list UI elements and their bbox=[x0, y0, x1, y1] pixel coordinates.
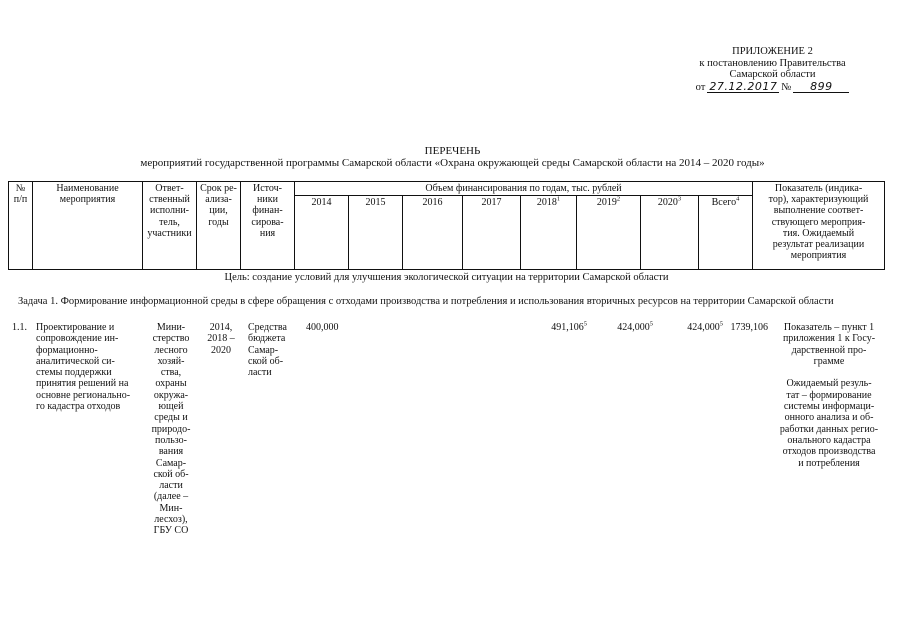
footnote-mark: 1 bbox=[556, 195, 561, 203]
row-number: 1.1. bbox=[12, 322, 27, 333]
number-prefix: № bbox=[781, 81, 792, 93]
footnote-mark: 5 bbox=[719, 320, 723, 328]
appendix-title: ПРИЛОЖЕНИЕ 2 bbox=[732, 46, 813, 57]
header-funding: Объем финансирования по годам, тыс. рублей bbox=[295, 182, 753, 196]
appendix-decree-line: к постановлению Правительства bbox=[699, 57, 846, 69]
header-total: Всего$^4$ bbox=[699, 196, 753, 270]
header-term: Срок ре- ализа- ции, годы bbox=[197, 182, 241, 270]
decree-number: 899 bbox=[793, 81, 849, 94]
header-responsible: Ответ- ственный исполни- тель, участники bbox=[143, 182, 197, 270]
header-source: Источ- ники финан- сирова- ния bbox=[241, 182, 295, 270]
decree-date: 27.12.2017 bbox=[709, 79, 778, 93]
funding-table-header bbox=[8, 181, 885, 270]
row-value-2020: 424,000$^5$ bbox=[687, 320, 723, 333]
row-funding-source: Средства бюджета Самар- ской об- ласти bbox=[248, 322, 287, 379]
header-year-2020: 2020$^3$ bbox=[641, 196, 699, 270]
title-heading: ПЕРЕЧЕНЬ bbox=[424, 145, 481, 157]
row-value-2014: 400,000 bbox=[306, 322, 339, 333]
appendix-date-line bbox=[660, 81, 885, 94]
header-year-2016: 2016 bbox=[403, 196, 463, 270]
date-prefix: от bbox=[695, 81, 706, 93]
footnote-mark: 5 bbox=[649, 320, 653, 328]
footnote-mark: 5 bbox=[583, 320, 587, 328]
header-year-2014: 2014 bbox=[295, 196, 349, 270]
footnote-mark: 2 bbox=[616, 195, 621, 203]
footnote-mark: 3 bbox=[677, 195, 682, 203]
footnote-mark: 4 bbox=[736, 195, 740, 203]
row-term: 2014, 2018 – 2020 bbox=[207, 322, 235, 356]
header-name: Наименование мероприятия bbox=[33, 182, 143, 270]
task-line: Задача 1. Формирование информационной среды в сфере обращения с отходами производства и потребления и использования вторичных ресурсов на территории Самарской области bbox=[18, 296, 834, 307]
row-value-total: 1739,106 bbox=[730, 322, 768, 333]
appendix-block bbox=[660, 46, 885, 93]
row-value-2019: 424,000$^5$ bbox=[617, 320, 653, 333]
row-activity-name: Проектирование и сопровождение ин- формационно- аналитической си- стемы поддержки принятия решений на основне регионально- го кадастра отходов bbox=[36, 322, 131, 413]
title-subheading: мероприятий государственной программы Самарской области «Охрана окружающей среды Самарской области на 2014 – 2020 годы» bbox=[140, 157, 765, 169]
header-num: № п/п bbox=[9, 182, 33, 270]
header-year-2019: 2019$^2$ bbox=[577, 196, 641, 270]
row-responsible: Мини- стерство лесного хозяй- ства, охраны окружа- ющей среды и природо- пользо- вания Самар- ской об- ласти (далее – Мин- лесхоз), ГБУ СО bbox=[151, 322, 191, 537]
row-value-2018: 491,106$^5$ bbox=[551, 320, 587, 333]
goal-line: Цель: создание условий для улучшения экологической ситуации на территории Самарской области bbox=[224, 272, 669, 283]
row-indicator: Показатель – пункт 1 приложения 1 к Госу- дарственной про- грамме Ожидаемый резуль- тат – формирование системы информаци- онного анализа и об- работки данных регио- онального кадастра отходов производства и потребления bbox=[779, 322, 879, 469]
header-year-2018: 2018$^1$ bbox=[521, 196, 577, 270]
header-indicator: Показатель (индика- тор), характеризующий выполнение соответ- ствующего мероприя- тия. Ожидаемый результат реализации мероприятия bbox=[753, 182, 885, 270]
header-year-2017: 2017 bbox=[463, 196, 521, 270]
appendix-region-line: Самарской области bbox=[729, 69, 816, 80]
header-year-2015: 2015 bbox=[349, 196, 403, 270]
document-title bbox=[0, 145, 905, 169]
